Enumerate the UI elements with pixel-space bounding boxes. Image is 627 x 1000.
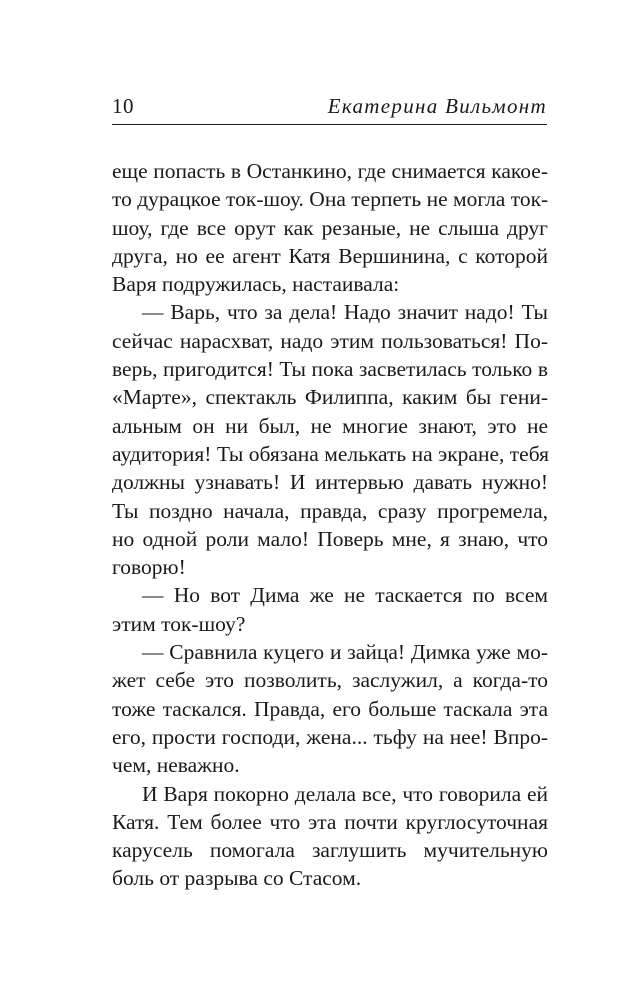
text-line: боль от разрыва со Стасом. — [112, 866, 362, 891]
text-line: верь, пригодится! Ты пока засветилась только в — [112, 357, 548, 382]
text-line: его, прости господи, жена... тьфу на нее! Впро- — [112, 724, 548, 749]
text-line: еще попасть в Останкино, где снимается какое- — [112, 159, 548, 183]
text-line: этим ток-шоу? — [112, 611, 246, 636]
text-line: карусель помогала заглушить мучительную — [112, 838, 548, 863]
text-line: — Но вот Дима же не таскается по всем — [142, 583, 548, 608]
page-number: 10 — [112, 94, 134, 118]
running-head-author: Екатерина Вильмонт — [327, 94, 547, 118]
text-line: альным он ни был, не многие знают, это не — [112, 413, 548, 438]
text-line: «Марте», спектакль Филиппа, каким бы гени- — [112, 385, 548, 410]
text-line: Варя подружилась, настаивала: — [112, 272, 400, 297]
text-line: сейчас нарасхват, надо этим пользоваться! По- — [112, 328, 548, 353]
text-line: чем, неважно. — [112, 753, 240, 778]
text-line: то дурацкое ток-шоу. Она терпеть не могла ток- — [112, 187, 549, 212]
page-header — [112, 94, 547, 124]
header-rule — [112, 124, 547, 125]
text-line: друга, но ее агент Катя Вершинина, с которой — [112, 243, 548, 268]
text-line: аудитория! Ты обязана мелькать на экране, тебя — [112, 441, 550, 466]
text-line: — Варь, что за дела! Надо значит надо! Ты — [142, 300, 548, 325]
text-line: говорю! — [112, 555, 186, 580]
text-line: должны узнавать! И интервью давать нужно! — [112, 470, 548, 495]
text-line: но одной роли мало! Поверь мне, я знаю, что — [112, 526, 548, 551]
body-text — [112, 157, 548, 893]
text-line: Катя. Тем более что эта почти круглосуточная — [112, 809, 548, 834]
text-line: И Варя покорно делала все, что говорила ей — [142, 781, 548, 806]
text-line: шоу, где все орут как резаные, не слыша друг — [112, 215, 548, 240]
text-line: тоже таскался. Правда, его больше таскала эта — [112, 696, 548, 721]
text-line: жет себе это позволить, заслужил, а когда-то — [112, 668, 548, 693]
text-line: Ты поздно начала, правда, сразу прогремела, — [112, 498, 548, 523]
text-line: — Сравнила куцего и зайца! Димка уже мо- — [142, 640, 548, 665]
